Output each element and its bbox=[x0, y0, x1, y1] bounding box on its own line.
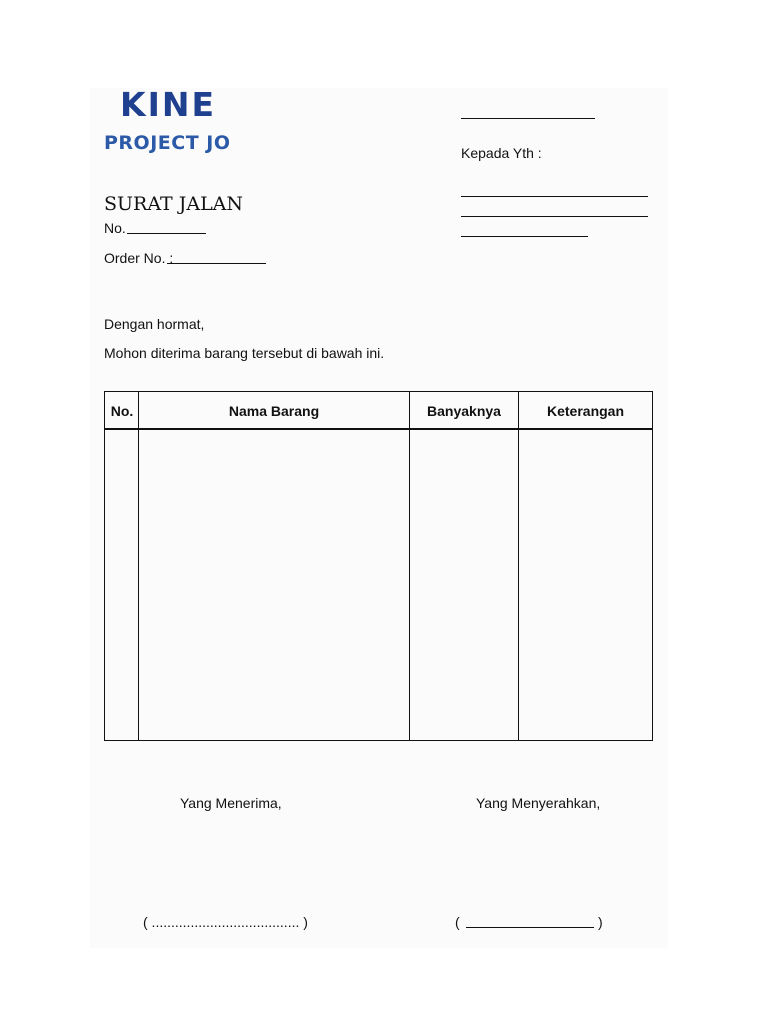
column-divider bbox=[138, 392, 139, 740]
greeting-text: Dengan hormat, bbox=[104, 316, 205, 332]
order-number-line bbox=[167, 263, 266, 264]
header-banyaknya: Banyaknya bbox=[427, 403, 501, 419]
message-text: Mohon diterima barang tersebut di bawah ini. bbox=[104, 345, 385, 361]
order-number-label: Order No. : bbox=[104, 250, 174, 266]
recipient-line-3 bbox=[461, 236, 588, 237]
header-nama-barang: Nama Barang bbox=[228, 403, 320, 419]
company-logo-subtitle: PROJECT JO bbox=[104, 132, 231, 154]
header-no: No. bbox=[110, 403, 134, 419]
recipient-line-2 bbox=[461, 216, 648, 217]
receiver-label: Yang Menerima, bbox=[180, 795, 282, 811]
document-number-label: No. bbox=[104, 220, 126, 236]
items-table bbox=[104, 391, 653, 741]
column-divider bbox=[518, 392, 519, 740]
date-line bbox=[461, 118, 595, 119]
document-title: SURAT JALAN bbox=[104, 193, 244, 215]
sender-signature-line bbox=[466, 927, 594, 928]
receiver-signature-name: ( ...................................... ) bbox=[143, 914, 308, 930]
company-logo-name: KINE bbox=[120, 85, 217, 124]
column-divider bbox=[409, 392, 410, 740]
sender-signature-close: ) bbox=[598, 914, 603, 930]
header-keterangan: Keterangan bbox=[546, 403, 625, 419]
recipient-label: Kepada Yth : bbox=[461, 145, 542, 161]
recipient-line-1 bbox=[461, 196, 648, 197]
sender-label: Yang Menyerahkan, bbox=[476, 795, 601, 811]
document-number-line bbox=[127, 233, 206, 234]
sender-signature-open: ( bbox=[455, 914, 460, 930]
